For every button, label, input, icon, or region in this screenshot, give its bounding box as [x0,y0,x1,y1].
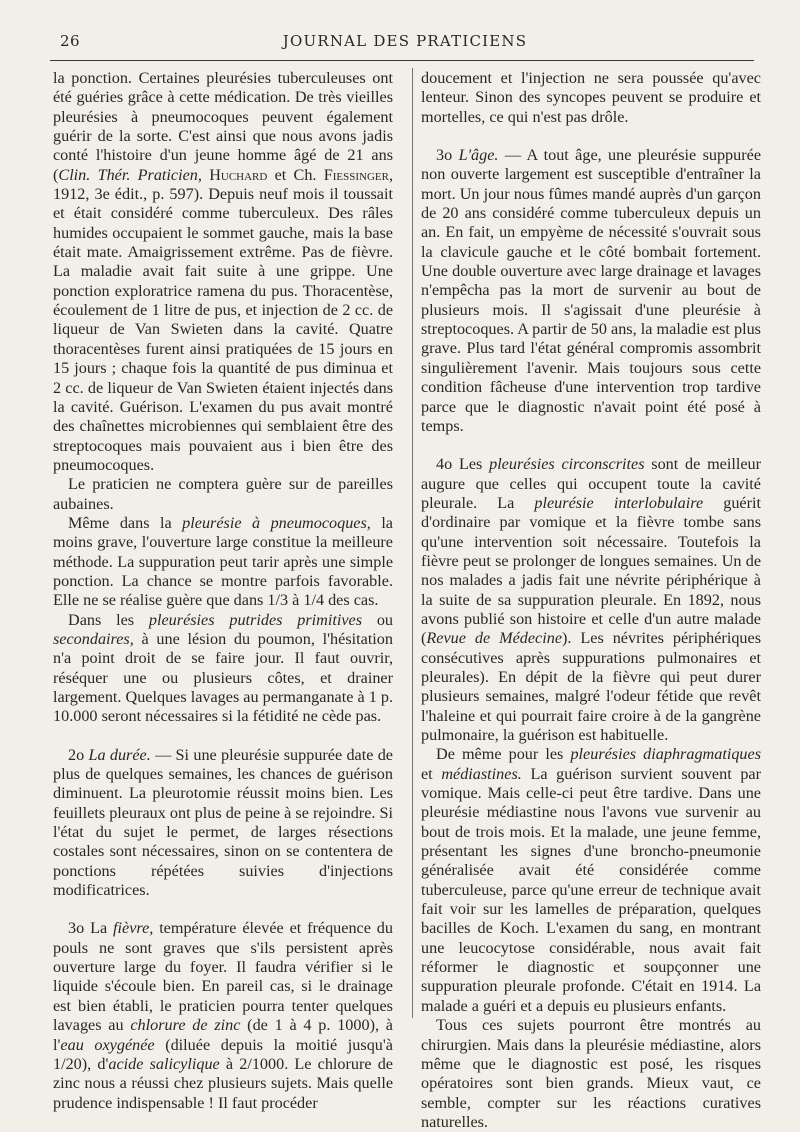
paragraph: Même dans la pleurésie à pneumocoques, la moins grave, l'ouverture large constitue la meilleure méthode. La suppuration peut tarir après une simple ponction. La chance se montre parfois favorable. Elle ne se réalise guère que dans 1/3 à 1/4 des cas. [53,513,393,610]
paragraph: la ponction. Certaines pleurésies tuberculeuses ont été guéries grâce à cette médication. De très vieilles pleurésies à pneumocoques peuvent également guérir de la sorte. C'est ainsi que nous avons jadis conté l'histoire d'un jeune homme âgé de 21 ans (Clin. Thér. Praticien, Huchard et Ch. Fiessinger, 1912, 3e édit., p. 597). Depuis neuf mois il toussait et était considéré comme tuberculeux. Des râles humides occupaient le sommet gauche, mais la base était mate. Amaigrissement extrême. Pas de fièvre. La maladie avait fait suite à une grippe. Une ponction exploratrice ramena du pus. Thoracentèse, écoulement de 1 litre de pus, et injection de 2 cc. de liqueur de Van Swieten dans la cavité. Quatre thoracentèses furent ainsi pratiquées de 15 jours en 15 jours ; chaque fois la quantité de pus diminua et 2 cc. de liqueur de Van Swieten étaient injectés dans la cavité. Guérison. L'examen du pus avait montré des chaînettes microbiennes qui semblaient être des streptocoques mais pouvaient aus i bien être des pneumocoques. [53,69,393,474]
page-header [60,32,750,54]
right-column [421,69,761,1132]
header-rule [50,60,754,61]
column-divider [412,68,413,1018]
paragraph: De même pour les pleurésies diaphragmatiques et médiastines. La guérison survient souvent par vomique. Mais celle-ci peut être tardive. Dans une pleurésie médiastine nous l'avons vue survenir au bout de trois mois. Et la malade, une jeune femme, présentant les signes d'une broncho-pneumonie généralisée avait été considérée comme tuberculeuse, parce qu'une erreur de technique avait fait voir sur les lamelles de préparation, quelques bacilles de Koch. L'examen du sang, en montrant une leucocytose considérable, nous avait fait réformer le diagnostic et soupçonner une suppuration pleurale profonde. C'était en 1914. La malade a guéri et a depuis eu plusieurs enfants. [421,745,761,1015]
page-number: 26 [60,32,81,50]
left-column [53,69,393,1113]
paragraph: Dans les pleurésies putrides primitives ou secondaires, à une lésion du poumon, l'hésitation n'a point droit de se faire jour. Il faut ouvrir, réséquer une ou plusieurs côtes, et drainer largement. Quelques lavages au permanganate à 1 p. 10.000 seront nécessaires si la fétidité ne cède pas. [53,610,394,726]
paragraph: Tous ces sujets pourront être montrés au chirurgien. Mais dans la pleurésie médiastine, alors même que le diagnostic est posé, les risques opératoires sont bien grands. Mieux vaut, ce semble, compter sur les réactions curatives naturelles. [421,1016,761,1131]
section-age: 3o L'âge. — A tout âge, une pleurésie suppurée non ouverte largement est susceptible d'entraîner la mort. Un jour nous fûmes mandé auprès d'un garçon de 20 ans considéré comme tuberculeux depuis un an. En fait, un empyème de nécessité s'ouvrait sous la clavicule gauche et le côté bombait fortement. Une double ouverture avec large drainage et lavages n'empêcha pas la mort de survenir au bout de plusieurs mois. Il s'agissait d'une pleurésie à streptocoques. A partir de 50 ans, la maladie est plus grave. Plus tard l'état général compromis assombrit singulièrement l'avenir. Mais toujours sous cette condition fâcheuse d'une intervention trop tardive parce que le diagnostic n'avait point été posé à temps. [421,146,761,435]
journal-title: JOURNAL DES PRATICIENS [282,32,528,50]
paragraph: Le praticien ne comptera guère sur de pareilles aubaines. [53,475,393,513]
section-duree: 2o La durée. — Si une pleurésie suppurée date de plus de quelques semaines, les chances de guérison diminuent. La pleurotomie réussit moins bien. Les feuillets pleuraux ont plus de peine à se rejoindre. Si l'état du sujet le permet, de larges résections costales sont nécessaires, sinon on se contentera de ponctions répétées suivies d'injections modificatrices. [53,745,393,900]
paragraph: doucement et l'injection ne sera poussée qu'avec lenteur. Sinon des syncopes peuvent se produire et mortelles, ce qui n'est pas drôle. [421,69,761,126]
section-fievre: 3o La fièvre, température élevée et fréquence du pouls ne sont graves que s'ils persistent après ouverture large du foyer. Il faudra vérifier si le liquide s'écoule bien. En pareil cas, si le drainage est bien établi, le praticien pourra tenter quelques lavages au chlorure de zinc (de 1 à 4 p. 1000), à l'eau oxygénée (diluée depuis la moitié jusqu'à 1/20), d'acide salicylique à 2/1000. Le chlorure de zinc nous a réussi chez plusieurs sujets. Mais quelle prudence indispensable ! Il faut procéder [53,919,393,1112]
section-circonscrites: 4o Les pleurésies circonscrites sont de meilleur augure que celles qui occupent toute la cavité pleurale. La pleurésie interlobulaire guérit d'ordinaire par vomique et la fièvre tombe sans qu'une intervention soit nécessaire. Toutefois la fièvre peut se prolonger de longues semaines. Un de nos malades a jadis fait une névrite périphérique à la suite de sa suppuration pleurale. En 1892, nous avons publié son histoire et celle d'un autre malade (Revue de Médecine). Les névrites périphériques consécutives après suppurations pulmonaires et pleurales). En dépit de la fièvre qui peut durer plusieurs semaines, malgré l'odeur fétide que revêt l'haleine et qui pourrait faire croire à de la gangrène pulmonaire, la guérison est habituelle. [421,455,762,744]
